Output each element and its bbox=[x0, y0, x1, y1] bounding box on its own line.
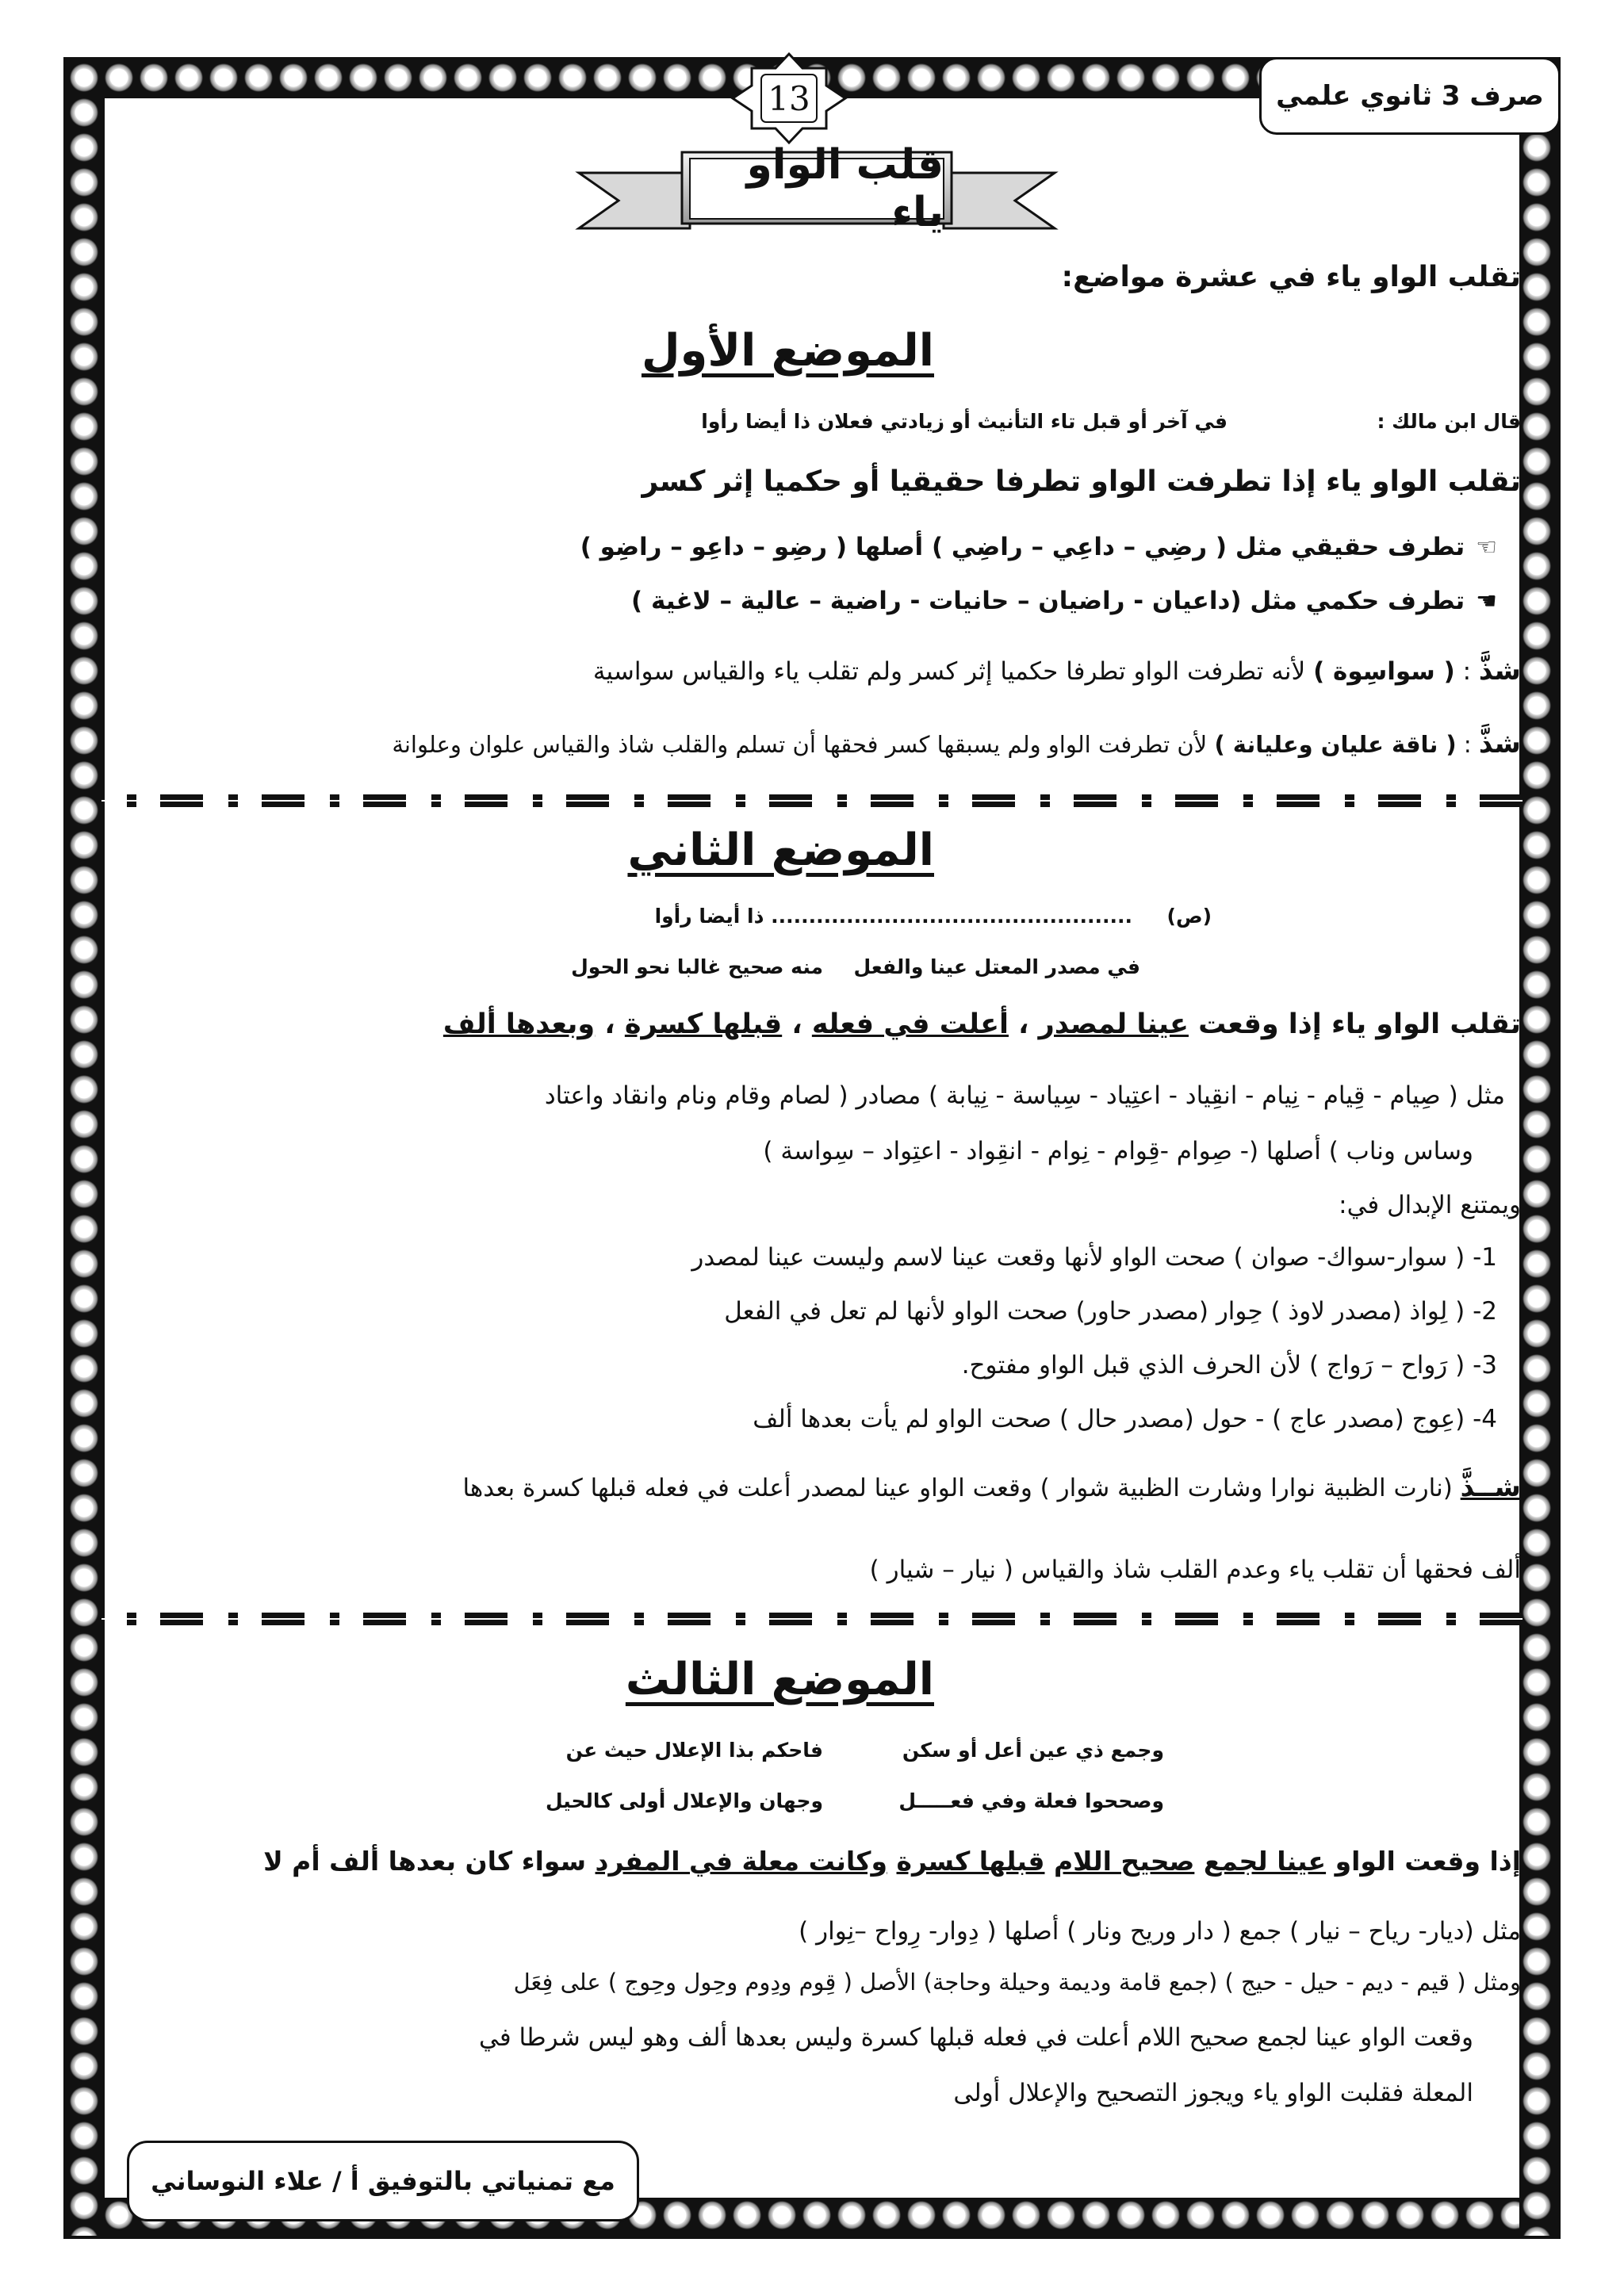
section3-heading: الموضع الثالث bbox=[625, 1654, 934, 1705]
section-divider bbox=[102, 794, 1522, 807]
intro-text: تقلب الواو ياء في عشرة مواضع: bbox=[1061, 261, 1521, 293]
section3-note-line2: المعلة فقلبت الواو ياء ويجوز التصحيح والإعلال أولى bbox=[953, 2079, 1473, 2107]
section1-exception2: شذَّ : ( ناقة عليان وعليانة ) لأن تطرفت الواو ولم يسبقها كسر فحقها أن تسلم والقلب شاذ والقياس علوان وعلوانة bbox=[392, 728, 1521, 760]
section2-rule: تقلب الواو ياء إذا وقعت عينا لمصدر ، أعلت في فعله ، قبلها كسرة ، وبعدها ألف bbox=[442, 1008, 1521, 1040]
page-number: 13 bbox=[768, 78, 810, 118]
section1-bullet2: ☚تطرف حكمي مثل (داعيان - راضيان – حانيات - راضية – عالية – لاغية ) bbox=[631, 587, 1497, 615]
section1-heading: الموضع الأول bbox=[641, 325, 934, 377]
section2-item1: 1- ( سوار-سواك- صوان ) صحت الواو لأنها وقعت عينا لاسم وليست عينا لمصدر bbox=[691, 1243, 1497, 1272]
section2-exception: شــذَّ (نارت الظبية نوارا وشارت الظبية شوار ) وقعت الواو عينا لمصدر أعلت في فعله قبلها كسرة بعدها bbox=[462, 1471, 1521, 1503]
section2-item2: 2- ( لِواذ (مصدر لاوذ ) حِوار (مصدر حاور) صحت الواو لأنها لم تعل في الفعل bbox=[724, 1297, 1497, 1326]
section2-verse1-left: ................................................ ذا أيضا رأوا bbox=[654, 905, 1132, 928]
flower-border-left bbox=[67, 60, 105, 2236]
page-number-badge bbox=[730, 51, 848, 146]
flower-border-right bbox=[1519, 60, 1557, 2236]
section3-note-line1: وقعت الواو عينا لجمع صحيح اللام أعلت في فعله قبلها كسرة وليس بعدها ألف وهو ليس شرطا في bbox=[479, 2023, 1473, 2052]
poem-label: قال ابن مالك : bbox=[1377, 410, 1521, 433]
section2-verse2-left: منه صحيح غالبا نحو الحول bbox=[571, 955, 823, 978]
section2-item4: 4- (عِوج (مصدر عاج ) - حول (مصدر حال ) صحت الواو لم يأت بعدها ألف bbox=[753, 1405, 1497, 1433]
section3-verse1-right: وجمع ذي عين أعل أو سكن bbox=[902, 1739, 1164, 1762]
section2-prevent-label: ويمتنع الإبدال في: bbox=[1339, 1191, 1521, 1219]
section3-verse2-right: وصححوا فعلة وفي فعـــــل bbox=[898, 1789, 1164, 1812]
section3-verse1-left: فاحكم بذا الإعلال حيث عن bbox=[565, 1739, 823, 1762]
subject-label: صرف 3 ثانوي علمي bbox=[1276, 80, 1544, 112]
section3-rule: إذا وقعت الواو عينا لجمع صحيح اللام قبلها كسرة وكانت معلة في المفرد سواء كان بعدها ألف أم لا bbox=[263, 1846, 1521, 1877]
poem-verse: في آخر أو قبل تاء التأنيث أو زيادتي فعلان ذا أيضا رأوا bbox=[701, 410, 1228, 433]
section-divider bbox=[102, 1613, 1522, 1625]
section1-rule: تقلب الواو ياء إذا تطرفت الواو تطرفا حقيقيا أو حكميا إثر كسر bbox=[642, 465, 1521, 498]
section2-heading: الموضع الثاني bbox=[627, 825, 934, 876]
section2-verse2-right: في مصدر المعتل عينا والفعل bbox=[853, 955, 1140, 978]
section1-bullet1: ☜تطرف حقيقي مثل ( رضِي – داعِي – راضِي ) أصلها ( رضِو – داعِو – راضِو ) bbox=[580, 533, 1497, 561]
section2-item3: 3- ( رَواح – رَواج ) لأن الحرف الذي قبل الواو مفتوح. bbox=[961, 1351, 1497, 1380]
footer-signature-box bbox=[127, 2141, 639, 2221]
section3-example1: مثل (ديار- رياح – نيار ) جمع ( دار وريح ونار ) أصلها ( دِوار- رِواح –نِوار ) bbox=[799, 1917, 1521, 1946]
pointing-hand-icon: ☚ bbox=[1476, 587, 1497, 615]
section2-example-line2: وساس وناب ) أصلها (- صِوام -قِوام - نِوام - انقِواد - اعتِواد – سِواسة ) bbox=[763, 1137, 1473, 1165]
section2-verse1-right: (ص) bbox=[1166, 905, 1212, 928]
section2-exception-line2: ألف فحقها أن تقلب ياء وعدم القلب شاذ والقياس ( نيار – شيار ) bbox=[869, 1556, 1521, 1584]
section2-example-line1: مثل ( صِيام - قِيام - نِيام - انقِياد - اعتِياد - سِياسة - نِيابة ) مصادر ( لصام وقام ونام وانقاد واعتاد bbox=[544, 1081, 1505, 1110]
footer-signature: مع تمنياتي بالتوفيق أ / علاء النوساني bbox=[151, 2166, 615, 2196]
title-ribbon bbox=[571, 141, 1063, 236]
section3-verse2-left: وجهان والإعلال أولى كالحيل bbox=[545, 1789, 823, 1812]
page-title: قلب الواو ياء bbox=[746, 141, 944, 236]
pointing-hand-icon: ☜ bbox=[1476, 534, 1497, 561]
subject-label-box bbox=[1259, 57, 1561, 135]
section3-example2: ومثل ( قيم - ديم - حيل - حيج ) (جمع قامة وديمة وحيلة وحاجة) الأصل ( قِوم ودِوم وحِول وحِوج ) على فِعَل bbox=[513, 1969, 1521, 1996]
section1-exception1: شذَّ : ( سواسِوة ) لأنه تطرفت الواو تطرفا حكميا إثر كسر ولم تقلب ياء والقياس سواسية bbox=[592, 655, 1521, 687]
